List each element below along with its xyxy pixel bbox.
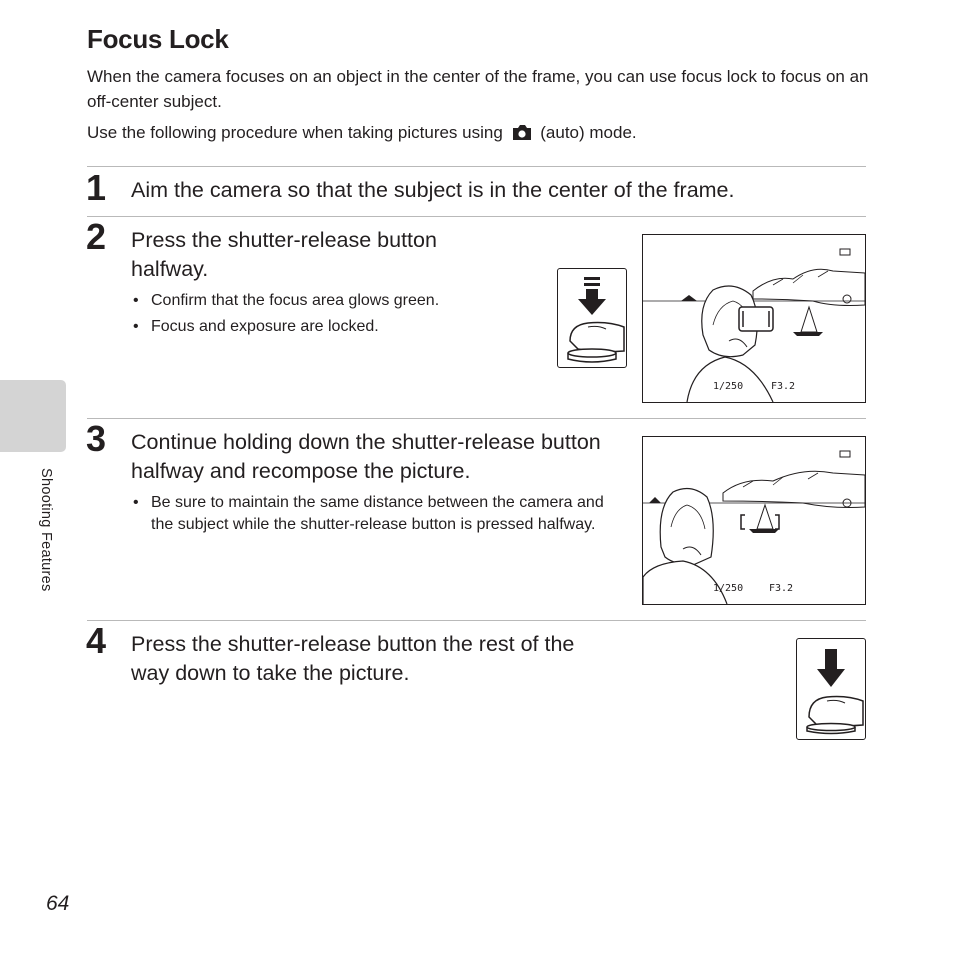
shutter-half-press-illustration xyxy=(557,268,627,368)
step-text: Press the shutter-release button the rest of the way down to take the picture. xyxy=(131,632,575,685)
shutter-speed-readout: 1/250 xyxy=(713,583,744,594)
step-bullets xyxy=(131,290,531,342)
procedure-text-after: (auto) mode. xyxy=(540,123,637,142)
section-tab xyxy=(0,380,66,452)
intro-paragraph: When the camera focuses on an object in the center of the frame, you can use focus lock to focus on an off-center subject. xyxy=(87,67,869,111)
divider xyxy=(87,418,866,419)
step-bullets xyxy=(131,492,611,540)
step-text: Press the shutter-release button halfway. xyxy=(131,228,437,281)
camera-screen-recomposed xyxy=(642,436,866,605)
page-title: Focus Lock xyxy=(87,24,229,54)
step-number: 3 xyxy=(86,418,107,459)
step-number: 2 xyxy=(86,216,107,257)
step-text: Continue holding down the shutter-release button halfway and recompose the picture. xyxy=(131,430,601,483)
page-number: 64 xyxy=(46,892,70,915)
divider xyxy=(87,620,866,621)
camera-screen-focus-locked xyxy=(642,234,866,403)
procedure-paragraph xyxy=(87,120,877,148)
step-number: 4 xyxy=(86,620,107,661)
aperture-readout: F3.2 xyxy=(769,583,794,594)
procedure-text-before: Use the following procedure when taking pictures using xyxy=(87,123,503,142)
list-item: • Focus and exposure are locked. xyxy=(131,316,531,338)
shutter-full-press-illustration xyxy=(796,638,866,740)
aperture-readout: F3.2 xyxy=(771,381,796,392)
step-number: 1 xyxy=(86,167,107,208)
section-label: Shooting Features xyxy=(38,468,54,592)
camera-icon xyxy=(512,123,532,148)
shutter-speed-readout: 1/250 xyxy=(713,381,744,392)
list-item: • Confirm that the focus area glows green. xyxy=(131,290,531,312)
list-item: • Be sure to maintain the same distance between the camera and the subject while the shutter-release button is pressed halfway. xyxy=(131,492,611,536)
divider xyxy=(87,166,866,167)
divider xyxy=(87,216,866,217)
step-text: Aim the camera so that the subject is in the center of the frame. xyxy=(131,178,735,202)
